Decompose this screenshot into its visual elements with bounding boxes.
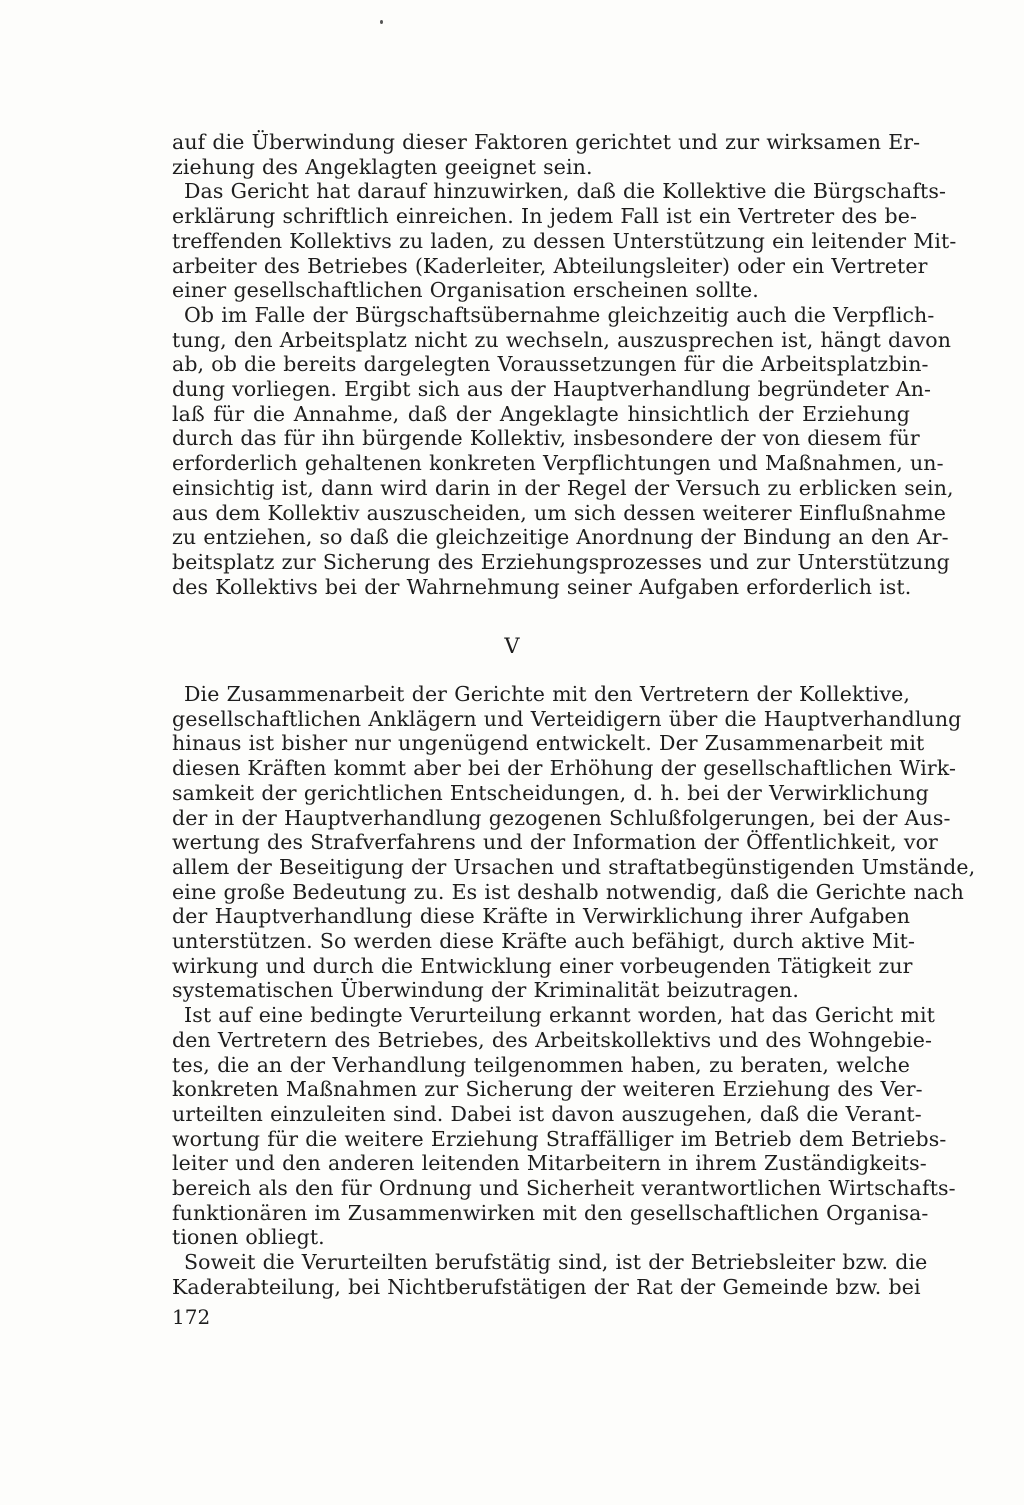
text-line: eine große Bedeutung zu. Es ist deshalb notwendig, daß die Gerichte nach xyxy=(172,879,964,904)
text-line: auf die Überwindung dieser Faktoren gerichtet und zur wirksamen Er- xyxy=(172,130,921,154)
text-line: leiter und den anderen leitenden Mitarbeitern in ihrem Zuständigkeits- xyxy=(172,1151,927,1176)
text-line: erforderlich gehaltenen konkreten Verpflichtungen und Maßnahmen, un- xyxy=(172,451,944,476)
text-line: gesellschaftlichen Anklägern und Verteidigern über die Hauptverhandlung xyxy=(172,706,962,731)
text-line: ziehung des Angeklagten geeignet sein. xyxy=(172,154,593,179)
paragraph-block-lower xyxy=(172,682,976,1300)
text-line: samkeit der gerichtlichen Entscheidungen, d. h. bei der Verwirklichung xyxy=(172,780,929,805)
text-line: den Vertretern des Betriebes, des Arbeitskollektivs und des Wohngebie- xyxy=(172,1027,932,1052)
text-line: allem der Beseitigung der Ursachen und straftatbegünstigenden Umstände, xyxy=(172,854,976,879)
text-line: unterstützen. So werden diese Kräfte auch befähigt, durch aktive Mit- xyxy=(172,929,916,954)
paragraph-block-upper xyxy=(172,130,957,599)
text-line: hinaus ist bisher nur ungenügend entwickelt. Der Zusammenarbeit mit xyxy=(172,731,925,756)
text-line: konkreten Maßnahmen zur Sicherung der weiteren Erziehung des Ver- xyxy=(172,1077,923,1102)
print-speck xyxy=(380,20,383,24)
text-line: der Hauptverhandlung diese Kräfte in Verwirklichung ihrer Aufgaben xyxy=(172,904,910,929)
text-line: Ist auf eine bedingte Verurteilung erkannt worden, hat das Gericht mit xyxy=(184,1003,935,1028)
text-line: aus dem Kollektiv auszuscheiden, um sich dessen weiterer Einflußnahme xyxy=(172,500,946,525)
text-line: diesen Kräften kommt aber bei der Erhöhung der gesellschaftlichen Wirk- xyxy=(172,756,956,781)
text-line: bereich als den für Ordnung und Sicherheit verantwortlichen Wirtschafts- xyxy=(172,1176,956,1201)
text-line: Das Gericht hat darauf hinzuwirken, daß die Kollektive die Bürgschafts- xyxy=(184,179,947,204)
text-line: zu entziehen, so daß die gleichzeitige Anordnung der Bindung an den Ar- xyxy=(172,525,949,550)
text-line: arbeiter des Betriebes (Kaderleiter, Abteilungsleiter) oder ein Vertreter xyxy=(172,253,928,278)
section-heading: V xyxy=(504,634,520,658)
text-line: Soweit die Verurteilten berufstätig sind, ist der Betriebsleiter bzw. die xyxy=(184,1250,928,1275)
text-line: einsichtig ist, dann wird darin in der Regel der Versuch zu erblicken sein, xyxy=(172,475,954,500)
text-line: urteilten einzuleiten sind. Dabei ist davon auszugehen, daß die Verant- xyxy=(172,1101,922,1126)
text-line: wortung für die weitere Erziehung Straffälliger im Betrieb dem Betriebs- xyxy=(172,1126,947,1151)
text-line: funktionären im Zusammenwirken mit den gesellschaftlichen Organisa- xyxy=(172,1200,929,1225)
text-line: einer gesellschaftlichen Organisation erscheinen sollte. xyxy=(172,278,759,303)
text-line: des Kollektivs bei der Wahrnehmung seiner Aufgaben erforderlich ist. xyxy=(172,574,912,599)
text-line: Kaderabteilung, bei Nichtberufstätigen der Rat der Gemeinde bzw. bei xyxy=(172,1274,921,1299)
text-line: Ob im Falle der Bürgschaftsübernahme gleichzeitig auch die Verpflich- xyxy=(184,302,935,327)
text-line: tionen obliegt. xyxy=(172,1225,325,1250)
text-line: tes, die an der Verhandlung teilgenommen haben, zu beraten, welche xyxy=(172,1052,910,1077)
text-line: systematischen Überwindung der Kriminalität beizutragen. xyxy=(172,978,799,1003)
text-line: ab, ob die bereits dargelegten Voraussetzungen für die Arbeitsplatzbin- xyxy=(172,352,929,377)
text-line: Die Zusammenarbeit der Gerichte mit den Vertretern der Kollektive, xyxy=(184,682,910,706)
text-line: erklärung schriftlich einreichen. In jedem Fall ist ein Vertreter des be- xyxy=(172,204,918,229)
text-line: tung, den Arbeitsplatz nicht zu wechseln, auszusprechen ist, hängt davon xyxy=(172,327,952,352)
text-line: treffenden Kollektivs zu laden, zu dessen Unterstützung ein leitender Mit- xyxy=(172,228,957,253)
text-line: durch das für ihn bürgende Kollektiv, insbesondere der von diesem für xyxy=(172,426,920,451)
page-number: 172 xyxy=(172,1305,211,1329)
text-line: beitsplatz zur Sicherung des Erziehungsprozesses und zur Unterstützung xyxy=(172,549,950,574)
text-line: der in der Hauptverhandlung gezogenen Schlußfolgerungen, bei der Aus- xyxy=(172,805,951,830)
text-line: wirkung und durch die Entwicklung einer vorbeugenden Tätigkeit zur xyxy=(172,953,913,978)
text-line: laß für die Annahme, daß der Angeklagte hinsichtlich der Erziehung xyxy=(172,401,910,426)
text-line: wertung des Strafverfahrens und der Information der Öffentlichkeit, vor xyxy=(172,830,938,855)
text-line: dung vorliegen. Ergibt sich aus der Hauptverhandlung begründeter An- xyxy=(172,377,932,402)
